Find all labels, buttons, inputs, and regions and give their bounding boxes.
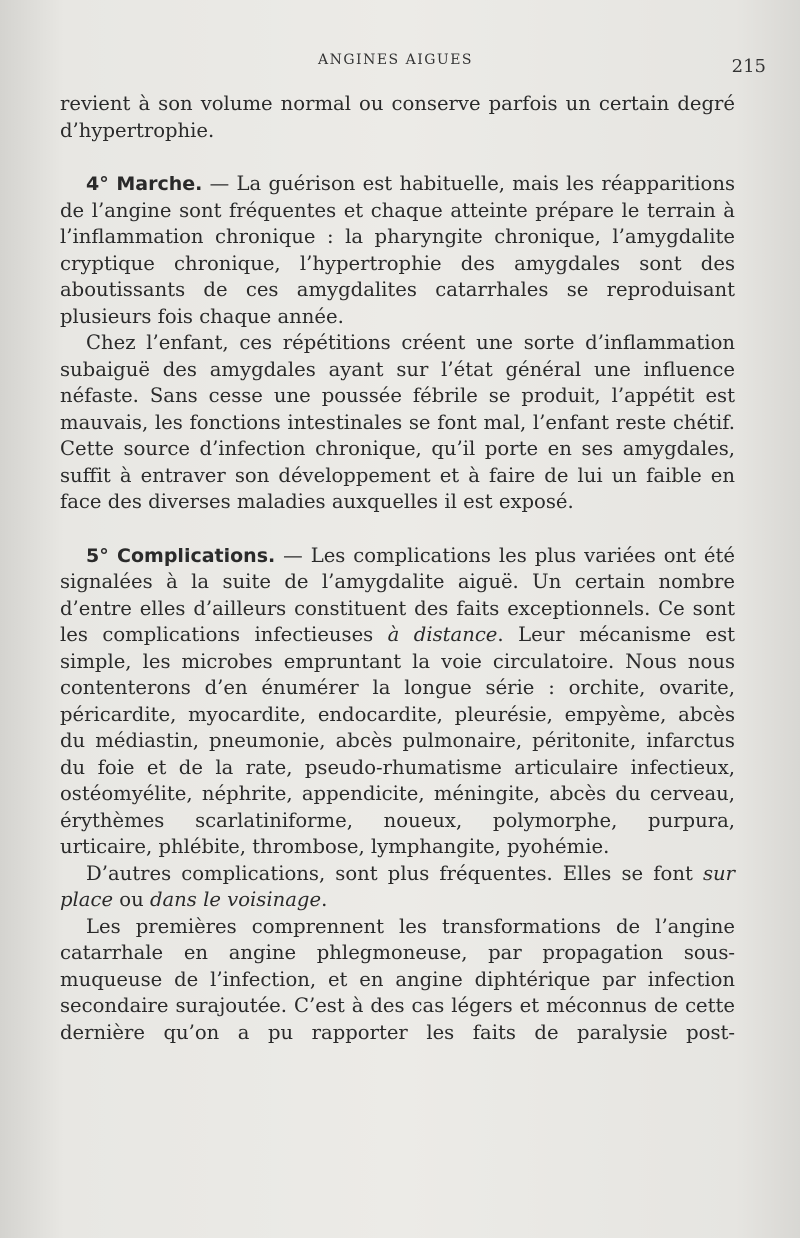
section-heading: 5° Complications. [86, 544, 276, 567]
page-number: 215 [731, 56, 766, 77]
italic-term: sur place [60, 861, 735, 911]
italic-term: dans le voisinage [149, 888, 322, 911]
paragraph-premieres: Les premières comprennent les transformations de l’angine catarrhale en angine phlegmoneuse, par propagation sous-muqueuse de l’infection, et en angine diphtérique par infection secondaire surajoutée. C’est à des cas légers et méconnus de cette dernière qu’on a pu rapporter les faits de paralysie post- [60, 914, 735, 1044]
paragraph-enfant: Chez l’enfant, ces répétitions créent une sorte d’inflammation subaiguë des amygdales ayant sur l’état général une influence néfaste. Sans cesse une poussée fébrile se produit, l’appétit est mauvais, les fonctions intestinales se font mal, l’enfant reste chétif. Cette source d’infection chronique, qu’il porte en ses amygdales, suffit à entraver son développement et à faire de lui un faible en face des diverses maladies auxquelles il est exposé. [60, 331, 735, 513]
running-head: ANGINES AIGUES [318, 52, 474, 68]
section-text: — Les complications les plus variées ont été signalées à la suite de l’amygdalite aiguë. Un certain nombre d’entre elles d’ailleurs constituent des faits exceptionnels. Ce sont les complications infectieuses [60, 543, 735, 646]
section-text: — La guérison est habituelle, mais les réapparitions de l’angine sont fréquentes et chaque atteinte prépare le terrain à l’inflammation chronique : la pharyngite chronique, l’amygdalite cryptique chronique, l’hypertrophie des amygdales sont des aboutissants de ces amygdalites catarrhales se reproduisant plusieurs fois chaque année. [60, 172, 736, 328]
page-body [60, 91, 735, 1046]
page-header [0, 48, 800, 78]
paragraph-continuation: revient à son volume normal ou conserve parfois un certain degré d’hypertrophie. [60, 92, 735, 142]
italic-term: à distance [387, 623, 498, 646]
section-heading: 4° Marche. [86, 173, 203, 195]
section-4-marche [60, 171, 735, 330]
paragraph-autres-complications: D’autres complications, sont plus fréquentes. Elles se font sur place ou dans le voisinage. [60, 861, 735, 911]
section-5-complications [60, 543, 735, 861]
section-text: . Leur mécanisme est simple, les microbes empruntant la voie circulatoire. Nous nous contenterons d’en énumérer la longue série : orchite, ovarite, péricardite, myocardite, endocardite, pleurésie, empyème, abcès du médiastin, pneumonie, abcès pulmonaire, péritonite, infarctus du foie et de la rate, pseudo-rhumatisme articulaire infectieux, ostéomyélite, néphrite, appendicite, méningite, abcès du cerveau, érythèmes scarlatiniforme, noueux, polymorphe, purpura, urticaire, phlébite, thrombose, lymphangite, pyohémie. [60, 623, 735, 858]
